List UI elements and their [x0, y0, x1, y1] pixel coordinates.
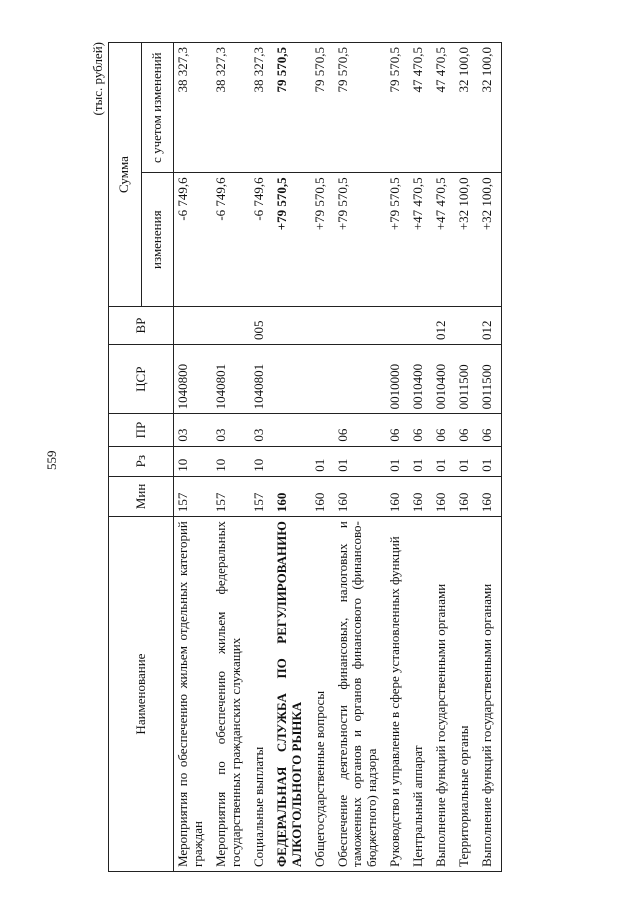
row-change: +32 100,0 — [455, 173, 478, 307]
row-total: 47 470,5 — [432, 43, 455, 173]
row-csr: 1040801 — [250, 345, 273, 414]
table-row — [250, 43, 273, 872]
row-rz: 10 — [212, 446, 250, 476]
row-name: Мероприятия по обеспечению жильем федеральных государственных гражданских служащих — [212, 517, 250, 872]
row-min: 160 — [334, 476, 387, 516]
row-vr — [334, 307, 387, 345]
row-pr: 06 — [409, 414, 432, 446]
header-pr: ПР — [109, 414, 174, 446]
header-rz: Рз — [109, 446, 174, 476]
row-total: 38 327,3 — [174, 43, 212, 173]
table-body — [174, 43, 502, 872]
row-change: -6 749,6 — [250, 173, 273, 307]
row-name: Социальные выплаты — [250, 517, 273, 872]
row-pr: 06 — [455, 414, 478, 446]
row-min: 160 — [409, 476, 432, 516]
row-min: 160 — [273, 476, 311, 516]
row-change: +47 470,5 — [432, 173, 455, 307]
row-rz: 01 — [432, 446, 455, 476]
row-rz: 01 — [478, 446, 501, 476]
row-change: +79 570,5 — [311, 173, 334, 307]
row-total: 32 100,0 — [455, 43, 478, 173]
row-min: 160 — [432, 476, 455, 516]
table-row — [455, 43, 478, 872]
row-min: 160 — [386, 476, 409, 516]
row-change: -6 749,6 — [212, 173, 250, 307]
row-change: +79 570,5 — [334, 173, 387, 307]
table-row — [174, 43, 212, 872]
row-total: 79 570,5 — [273, 43, 311, 173]
row-pr: 03 — [212, 414, 250, 446]
row-csr: 0011500 — [478, 345, 501, 414]
row-vr — [174, 307, 212, 345]
header-min: Мин — [109, 476, 174, 516]
page-number-box — [0, 0, 59, 470]
row-rz: 01 — [409, 446, 432, 476]
row-total: 38 327,3 — [212, 43, 250, 173]
row-name: ФЕДЕРАЛЬНАЯ СЛУЖБА ПО РЕГУЛИРОВАНИЮ АЛКОГОЛЬНОГО РЫНКА — [273, 517, 311, 872]
row-total: 79 570,5 — [311, 43, 334, 173]
header-with-change: с учетом изменений — [141, 43, 174, 173]
row-name: Мероприятия по обеспечению жильем отдельных категорий граждан — [174, 517, 212, 872]
row-rz: 01 — [311, 446, 334, 476]
row-name: Центральный аппарат — [409, 517, 432, 872]
row-min: 160 — [478, 476, 501, 516]
row-min: 157 — [250, 476, 273, 516]
table-row — [432, 43, 455, 872]
row-name: Руководство и управление в сфере установленных функций — [386, 517, 409, 872]
row-csr — [334, 345, 387, 414]
row-csr — [273, 345, 311, 414]
header-sum: Сумма — [109, 43, 142, 307]
row-rz: 01 — [334, 446, 387, 476]
row-pr: 03 — [250, 414, 273, 446]
row-vr — [409, 307, 432, 345]
row-rz: 01 — [455, 446, 478, 476]
table-row — [334, 43, 387, 872]
row-change: -6 749,6 — [174, 173, 212, 307]
row-vr: 012 — [432, 307, 455, 345]
row-pr: 06 — [334, 414, 387, 446]
row-pr: 03 — [174, 414, 212, 446]
row-vr — [311, 307, 334, 345]
row-min: 160 — [311, 476, 334, 516]
row-vr: 005 — [250, 307, 273, 345]
table-row — [212, 43, 250, 872]
row-rz: 10 — [174, 446, 212, 476]
row-csr: 0010400 — [409, 345, 432, 414]
row-pr: 06 — [386, 414, 409, 446]
row-vr — [273, 307, 311, 345]
row-rz: 01 — [386, 446, 409, 476]
row-csr: 1040800 — [174, 345, 212, 414]
header-vr: ВР — [109, 307, 174, 345]
row-name: Общегосударственные вопросы — [311, 517, 334, 872]
row-total: 79 570,5 — [386, 43, 409, 173]
row-vr — [212, 307, 250, 345]
row-change: +79 570,5 — [273, 173, 311, 307]
row-csr — [311, 345, 334, 414]
row-pr: 06 — [432, 414, 455, 446]
table-row — [386, 43, 409, 872]
row-name: Выполнение функций государственными органами — [432, 517, 455, 872]
row-change: +32 100,0 — [478, 173, 501, 307]
row-csr: 0011500 — [455, 345, 478, 414]
row-min: 157 — [212, 476, 250, 516]
units-label: (тыс. рублей) — [90, 42, 105, 116]
row-change: +79 570,5 — [386, 173, 409, 307]
table-row — [409, 43, 432, 872]
row-vr — [386, 307, 409, 345]
header-name: Наименование — [109, 517, 174, 872]
row-min: 160 — [455, 476, 478, 516]
row-csr: 0010000 — [386, 345, 409, 414]
table-row — [273, 43, 311, 872]
header-change: изменения — [141, 173, 174, 307]
header-csr: ЦСР — [109, 345, 174, 414]
row-name: Выполнение функций государственными органами — [478, 517, 501, 872]
page-number: 559 — [44, 450, 59, 470]
row-vr: 012 — [478, 307, 501, 345]
row-pr — [311, 414, 334, 446]
row-csr: 1040801 — [212, 345, 250, 414]
table-row — [311, 43, 334, 872]
row-csr: 0010400 — [432, 345, 455, 414]
row-total: 79 570,5 — [334, 43, 387, 173]
budget-table — [108, 42, 502, 872]
row-total: 47 470,5 — [409, 43, 432, 173]
row-min: 157 — [174, 476, 212, 516]
row-change: +47 470,5 — [409, 173, 432, 307]
row-name: Обеспечение деятельности финансовых, налоговых и таможенных органов и органов финансового (финансово-бюджетного) надзора — [334, 517, 387, 872]
table-row — [478, 43, 501, 872]
row-pr — [273, 414, 311, 446]
row-total: 38 327,3 — [250, 43, 273, 173]
row-rz: 10 — [250, 446, 273, 476]
budget-document — [90, 42, 570, 872]
row-total: 32 100,0 — [478, 43, 501, 173]
row-pr: 06 — [478, 414, 501, 446]
row-name: Территориальные органы — [455, 517, 478, 872]
row-rz — [273, 446, 311, 476]
row-vr — [455, 307, 478, 345]
